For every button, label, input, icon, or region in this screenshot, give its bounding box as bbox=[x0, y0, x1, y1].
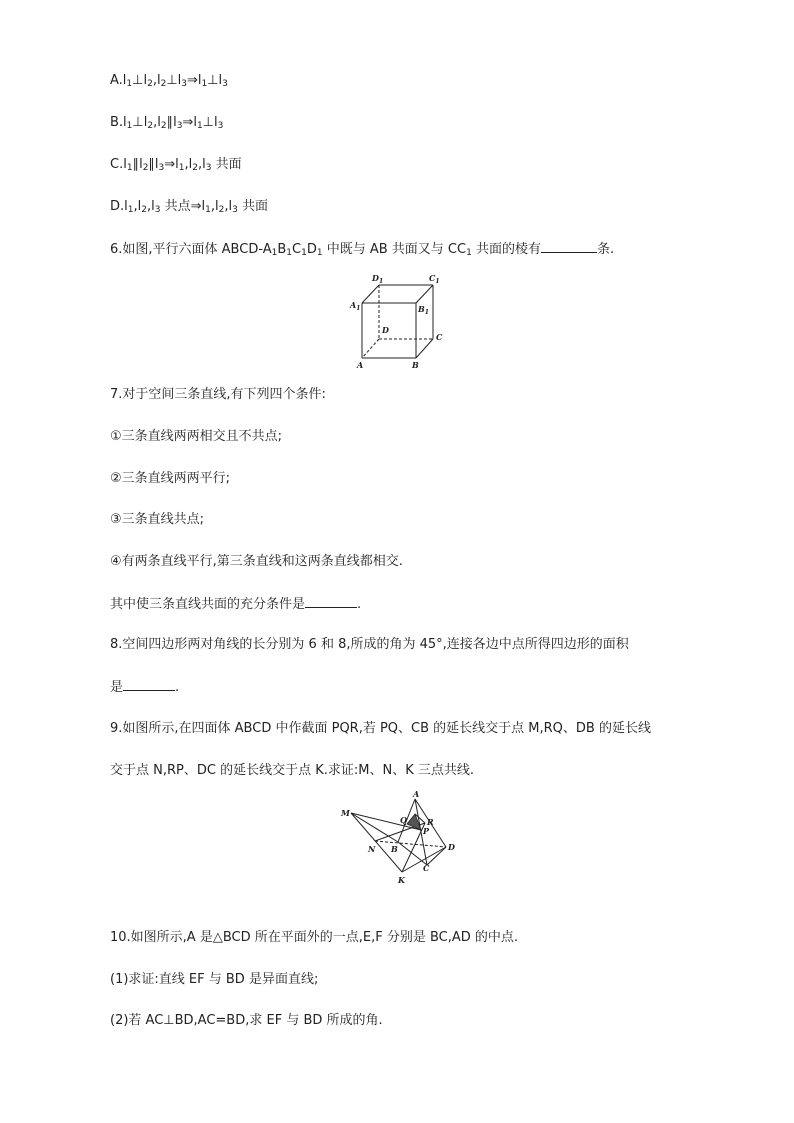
answer-blank[interactable] bbox=[305, 595, 357, 608]
label-a1: $A_1$ bbox=[350, 300, 361, 312]
parallelepiped-figure bbox=[345, 270, 450, 372]
answer-blank[interactable] bbox=[123, 678, 175, 691]
label-m: M bbox=[341, 808, 350, 818]
label-a: A bbox=[357, 360, 364, 370]
question-6: 6.如图,平行六面体 ABCD-$A_1B_1C_1D_1$ 中既与 AB 共面又与 $CC_1$ 共面的棱有 条. bbox=[110, 242, 615, 258]
option-c: $C.l_1\parallel l_2\parallel l_3\Rightarrow l_1,l_2,l_3$ 共面 bbox=[110, 157, 242, 173]
question-10-part1: (1)求证:直线 EF 与 BD 是异面直线; bbox=[110, 972, 319, 987]
label-b: B bbox=[412, 360, 419, 370]
label-p: P bbox=[423, 826, 430, 836]
option-d: $D.l_1,l_2,l_3$ 共点$\Rightarrow l_1,l_2,l_3$ 共面 bbox=[110, 199, 268, 215]
label-c1: $C_1$ bbox=[429, 273, 440, 285]
question-9-line1: 9.如图所示,在四面体 ABCD 中作截面 PQR,若 PQ、CB 的延长线交于点 M,RQ、DB 的延长线 bbox=[110, 721, 651, 736]
label-c: C bbox=[436, 332, 443, 342]
question-7-ask: 其中使三条直线共面的充分条件是 . bbox=[110, 597, 362, 612]
option-b: $B.l_1\perp l_2,l_2\parallel l_3\Rightarrow l_1\perp l_3$ bbox=[110, 115, 224, 131]
label-r: R bbox=[427, 817, 434, 827]
label-b1: $B_1$ bbox=[418, 304, 429, 316]
condition-4: ④有两条直线平行,第三条直线和这两条直线都相交. bbox=[110, 554, 403, 569]
condition-1: ①三条直线两两相交且不共点; bbox=[110, 429, 283, 444]
question-9-line2: 交于点 N,RP、DC 的延长线交于点 K.求证:M、N、K 三点共线. bbox=[110, 763, 474, 778]
question-8-line1: 8.空间四边形两对角线的长分别为 6 和 8,所成的角为 45°,连接各边中点所得四边形的面积 bbox=[110, 637, 629, 652]
question-10-intro: 10.如图所示,A 是△BCD 所在平面外的一点,E,F 分别是 BC,AD 的中点. bbox=[110, 930, 519, 945]
label-k: K bbox=[398, 875, 405, 885]
label-c: C bbox=[423, 863, 430, 873]
question-10-part2: (2)若 AC⊥BD,AC=BD,求 EF 与 BD 所成的角. bbox=[110, 1013, 383, 1028]
answer-blank[interactable] bbox=[541, 240, 597, 253]
label-n: N bbox=[368, 844, 376, 854]
condition-3: ③三条直线共点; bbox=[110, 512, 205, 527]
question-8-line2: 是 . bbox=[110, 680, 180, 695]
option-a: $A.l_1\perp l_2,l_2\perp l_3\Rightarrow l_1\perp l_3$ bbox=[110, 73, 228, 89]
label-d: D bbox=[382, 325, 389, 335]
label-d1: $D_1$ bbox=[372, 273, 384, 285]
condition-2: ②三条直线两两平行; bbox=[110, 471, 231, 486]
label-b: B bbox=[391, 844, 398, 854]
label-a: A bbox=[413, 790, 420, 799]
question-7-intro: 7.对于空间三条直线,有下列四个条件: bbox=[110, 387, 326, 402]
tetrahedron-figure bbox=[335, 790, 465, 892]
label-q: Q bbox=[400, 815, 407, 825]
label-d: D bbox=[448, 842, 455, 852]
